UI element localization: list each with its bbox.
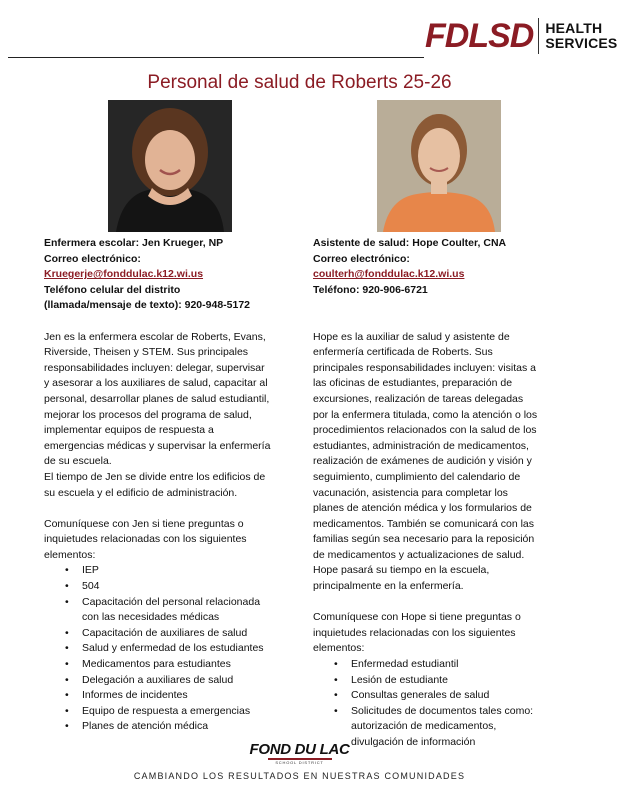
logo-subtitle bbox=[545, 21, 617, 51]
fdlsd-health-services-logo bbox=[425, 16, 617, 56]
jen-bio-line: implementar equipos de respuesta a bbox=[44, 424, 214, 437]
hope-bio-line: estudiantes, administración de medicamentos, bbox=[313, 439, 529, 452]
hope-bio-line: medicamentos. También se comunicará con las bbox=[313, 517, 534, 530]
list-item: • 504 bbox=[82, 579, 294, 595]
list-item: • Capacitación del personal relacionada con las necesidades médicas bbox=[82, 595, 294, 626]
hope-topic-list bbox=[313, 657, 553, 751]
list-item: • Planes de atención médica bbox=[82, 719, 294, 735]
hope-bio-line: planes de atención médica y los formularios de bbox=[313, 502, 532, 515]
hope-phone-line: Teléfono: 920-906-6721 bbox=[313, 283, 428, 296]
hope-bio-line: por la enfermera titulada, como la atención o los bbox=[313, 408, 538, 421]
hope-email-label: Correo electrónico: bbox=[313, 252, 410, 265]
hope-intro-line: elementos: bbox=[313, 642, 365, 655]
staff-photo-jen bbox=[108, 100, 232, 232]
hope-bio bbox=[313, 330, 553, 595]
jen-bio-line: su escuela y el edificio de administración. bbox=[44, 486, 238, 499]
jen-contact-intro bbox=[44, 517, 294, 564]
footer-tagline: CAMBIANDO LOS RESULTADOS EN NUESTRAS COMUNIDADES bbox=[133, 771, 466, 781]
hope-role: Asistente de salud: Hope Coulter, CNA bbox=[313, 237, 507, 249]
list-item: • Lesión de estudiante bbox=[351, 673, 553, 689]
hope-bio-line: de medicamentos y actualizaciones de salud. bbox=[313, 548, 525, 561]
jen-bio-line: personal, desarrollar planes de salud estudiantil, bbox=[44, 392, 270, 405]
list-item: • Informes de incidentes bbox=[82, 688, 294, 704]
jen-phone-label: Teléfono celular del distrito bbox=[44, 283, 181, 296]
list-item: • Capacitación de auxiliares de salud bbox=[82, 626, 294, 642]
jen-role: Enfermera escolar: Jen Krueger, NP bbox=[44, 237, 224, 249]
hope-bio-line: procedimientos relacionados con la salud de los bbox=[313, 424, 537, 437]
jen-bio-line: y asesorar a los auxiliares de salud, capacitar al bbox=[44, 377, 268, 390]
jen-email-link[interactable]: Kruegerje@fonddulac.k12.wi.us bbox=[44, 268, 204, 281]
jen-bio-line: de su escuela. bbox=[44, 455, 112, 468]
staff-photo-hope bbox=[377, 100, 501, 232]
jen-bio-line: El tiempo de Jen se divide entre los edificios de bbox=[44, 470, 266, 483]
list-item: • Delegación a auxiliares de salud bbox=[82, 673, 294, 689]
hope-contact-intro bbox=[313, 610, 553, 657]
jen-column bbox=[44, 236, 294, 735]
hope-bio-line: excursiones, realización de tareas delegadas bbox=[313, 392, 524, 405]
list-item: • Enfermedad estudiantil bbox=[351, 657, 553, 673]
hope-bio-line: principalmente en la enfermería. bbox=[313, 580, 464, 593]
list-item: • Medicamentos para estudiantes bbox=[82, 657, 294, 673]
hope-column bbox=[313, 236, 553, 751]
hope-bio-line: familias según sea necesario para la reposición bbox=[313, 533, 535, 546]
logo-subtitle-line-2: SERVICES bbox=[545, 35, 617, 51]
footer-logo-wordmark: FOND DU LAC bbox=[249, 741, 350, 758]
logo-subtitle-line-1: HEALTH bbox=[545, 20, 603, 36]
jen-bio-line: responsabilidades incluyen: delegar, supervisar bbox=[44, 361, 265, 374]
jen-bio-line: mejorar los procesos del programa de salud, bbox=[44, 408, 252, 421]
logo-divider bbox=[538, 18, 539, 54]
jen-intro-line: elementos: bbox=[44, 548, 96, 561]
hope-email-link[interactable]: coulterh@fonddulac.k12.wi.us bbox=[313, 268, 465, 281]
list-item: • IEP bbox=[82, 563, 294, 579]
jen-bio-line: Riverside, Theisen y STEM. Sus principales bbox=[44, 346, 249, 359]
hope-intro-line: Comuníquese con Hope si tiene preguntas o bbox=[313, 611, 521, 624]
hope-intro-line: inquietudes relacionadas con los siguientes bbox=[313, 626, 516, 639]
jen-topic-list bbox=[44, 563, 294, 735]
hope-bio-line: vacunación, asistencia para completar los bbox=[313, 486, 508, 499]
jen-bio bbox=[44, 330, 294, 502]
footer-logo-subtitle: SCHOOL DISTRICT bbox=[275, 760, 324, 765]
hope-bio-line: enfermería certificada de Roberts. Sus bbox=[313, 346, 493, 359]
list-item: • Equipo de respuesta a emergencias bbox=[82, 704, 294, 720]
hope-bio-line: Hope es la auxiliar de salud y asistente de bbox=[313, 330, 510, 343]
jen-bio-line: emergencias médicas y supervisar la enfermería bbox=[44, 439, 271, 452]
jen-phone-line: (llamada/mensaje de texto): 920-948-5172 bbox=[44, 299, 251, 312]
header-rule bbox=[8, 57, 424, 58]
hope-bio-line: las oficinas de estudiantes, preparación de bbox=[313, 377, 513, 390]
hope-bio-line: realización de exámenes de audición y visión y bbox=[313, 455, 532, 468]
jen-bio-line: Jen es la enfermera escolar de Roberts, Evans, bbox=[44, 330, 266, 343]
jen-intro-line: inquietudes relacionadas con los siguientes bbox=[44, 533, 247, 546]
list-item: • Consultas generales de salud bbox=[351, 688, 553, 704]
list-item: • Salud y enfermedad de los estudiantes bbox=[82, 641, 294, 657]
hope-bio-line: Hope pasará su tiempo en la escuela, bbox=[313, 564, 490, 577]
hope-bio-line: seguimiento, cumplimiento del calendario de bbox=[313, 470, 521, 483]
page-title: Personal de salud de Roberts 25-26 bbox=[147, 72, 452, 93]
hope-bio-line: principales responsabilidades incluyen: visitas a bbox=[313, 361, 536, 374]
jen-intro-line: Comuníquese con Jen si tiene preguntas o bbox=[44, 517, 244, 530]
jen-email-label: Correo electrónico: bbox=[44, 252, 141, 265]
list-item: • Solicitudes de documentos tales como: autorización de medicamentos, divulgación de información bbox=[351, 704, 553, 751]
fond-du-lac-school-district-logo bbox=[0, 742, 599, 765]
logo-wordmark: FDLSD bbox=[425, 17, 534, 55]
